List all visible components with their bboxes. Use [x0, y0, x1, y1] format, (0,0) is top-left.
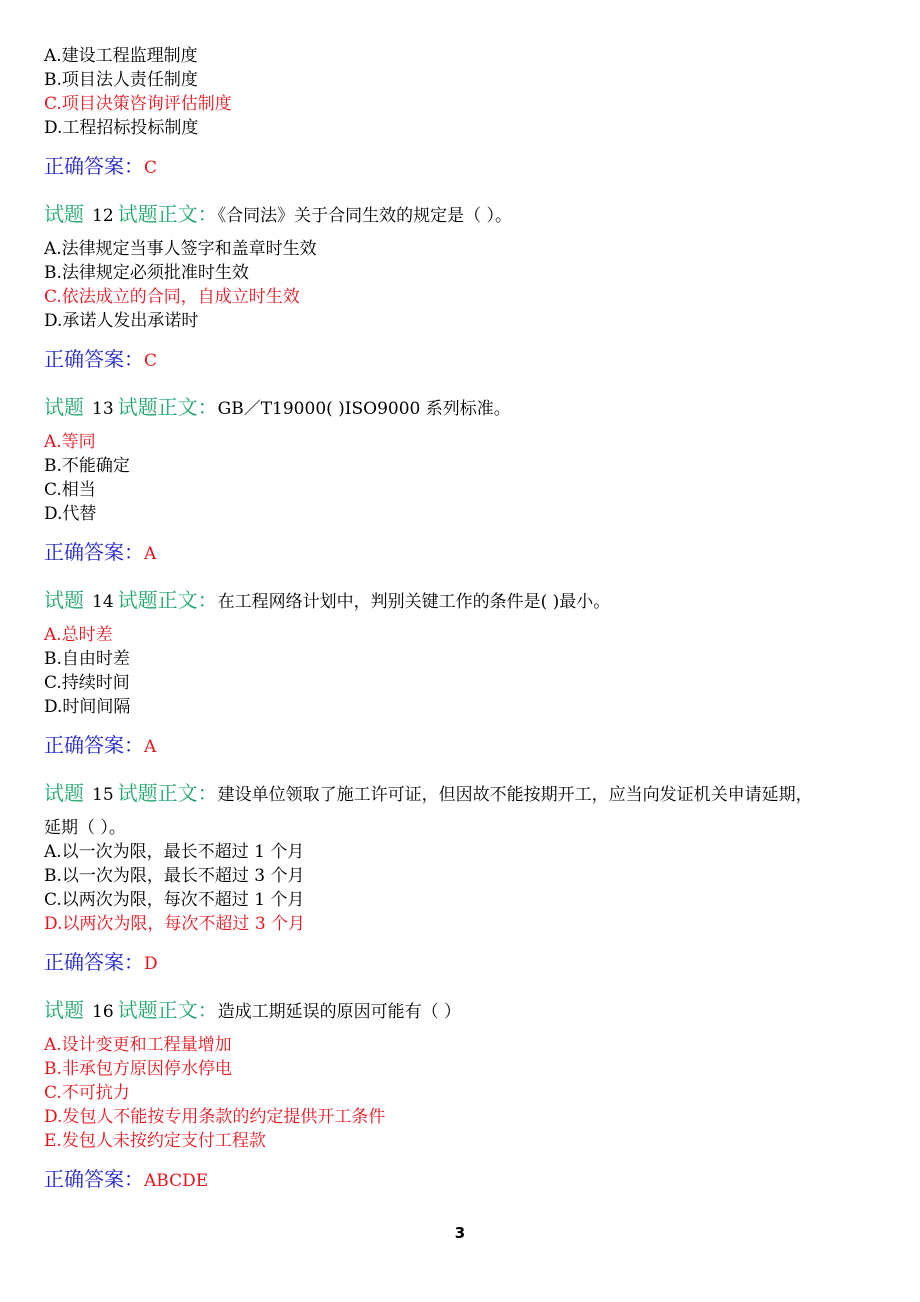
q14-option-b: B.自由时差 — [44, 649, 130, 669]
q15-answer — [44, 949, 158, 977]
stem-tag: 试题正文： — [117, 588, 218, 612]
question-number: 15 — [92, 785, 114, 805]
question-stem: GB／T19000( )ISO9000 系列标准。 — [217, 399, 511, 419]
answer-label: 正确答案： — [44, 540, 144, 564]
q11-option-c: C.项目决策咨询评估制度 — [44, 94, 232, 114]
q12-header — [44, 201, 512, 229]
q15-option-b: B.以一次为限，最长不超过 3 个月 — [44, 866, 305, 886]
q11-option-d: D.工程招标投标制度 — [44, 118, 199, 138]
q15-header — [44, 780, 813, 808]
answer-label: 正确答案： — [44, 950, 144, 974]
q12-answer — [44, 346, 157, 374]
question-number: 13 — [92, 399, 114, 419]
q11-option-b: B.项目法人责任制度 — [44, 70, 198, 90]
q16-option-d: D.发包人不能按专用条款的约定提供开工条件 — [44, 1107, 386, 1127]
question-stem: 《合同法》关于合同生效的规定是（ ）。 — [217, 206, 513, 226]
q16-answer — [44, 1166, 208, 1194]
answer-value: A — [144, 544, 157, 564]
q15-option-a: A.以一次为限，最长不超过 1 个月 — [44, 842, 305, 862]
answer-label: 正确答案： — [44, 347, 144, 371]
answer-value: D — [144, 954, 158, 974]
answer-value: ABCDE — [144, 1171, 209, 1191]
q14-option-d: D.时间间隔 — [44, 697, 131, 717]
q12-option-d: D.承诺人发出承诺时 — [44, 311, 199, 331]
q13-option-a: A.等同 — [44, 432, 96, 452]
q15-option-d: D.以两次为限，每次不超过 3 个月 — [44, 914, 306, 934]
question-tag: 试题 — [44, 781, 84, 805]
question-number: 16 — [92, 1002, 114, 1022]
answer-label: 正确答案： — [44, 154, 144, 178]
q16-header — [44, 997, 461, 1025]
q13-option-b: B.不能确定 — [44, 456, 130, 476]
answer-label: 正确答案： — [44, 1167, 144, 1191]
q13-option-c: C.相当 — [44, 480, 96, 500]
question-number: 12 — [92, 206, 114, 226]
page-number: 3 — [454, 1224, 466, 1242]
q14-option-a: A.总时差 — [44, 625, 113, 645]
question-tag: 试题 — [44, 202, 84, 226]
question-tag: 试题 — [44, 395, 84, 419]
q12-option-c: C.依法成立的合同，自成立时生效 — [44, 287, 300, 307]
q16-option-a: A.设计变更和工程量增加 — [44, 1035, 232, 1055]
answer-value: C — [144, 158, 158, 178]
answer-value: A — [144, 737, 157, 757]
stem-tag: 试题正文： — [117, 781, 218, 805]
q13-option-d: D.代替 — [44, 504, 97, 524]
stem-tag: 试题正文： — [117, 395, 218, 419]
question-stem: 建设单位领取了施工许可证，但因故不能按期开工，应当向发证机关申请延期， — [217, 785, 813, 805]
answer-label: 正确答案： — [44, 733, 144, 757]
question-tag: 试题 — [44, 998, 84, 1022]
q14-option-c: C.持续时间 — [44, 673, 130, 693]
question-stem: 造成工期延误的原因可能有（ ） — [217, 1002, 462, 1022]
stem-tag: 试题正文： — [117, 202, 218, 226]
q16-option-b: B.非承包方原因停水停电 — [44, 1059, 232, 1079]
q15-stem-continued: 延期（ ）。 — [44, 818, 126, 838]
q14-answer — [44, 732, 156, 760]
q15-option-c: C.以两次为限，每次不超过 1 个月 — [44, 890, 305, 910]
q16-option-c: C.不可抗力 — [44, 1083, 130, 1103]
q16-option-e: E.发包人未按约定支付工程款 — [44, 1131, 266, 1151]
q12-option-a: A.法律规定当事人签字和盖章时生效 — [44, 239, 317, 259]
question-number: 14 — [92, 592, 114, 612]
q14-header — [44, 587, 610, 615]
q11-option-a: A.建设工程监理制度 — [44, 46, 198, 66]
q12-option-b: B.法律规定必须批准时生效 — [44, 263, 249, 283]
question-stem: 在工程网络计划中，判别关键工作的条件是( )最小。 — [217, 592, 611, 612]
q13-answer — [44, 539, 156, 567]
q13-header — [44, 394, 511, 422]
answer-value: C — [144, 351, 158, 371]
q11-answer — [44, 153, 157, 181]
question-tag: 试题 — [44, 588, 84, 612]
stem-tag: 试题正文： — [117, 998, 218, 1022]
